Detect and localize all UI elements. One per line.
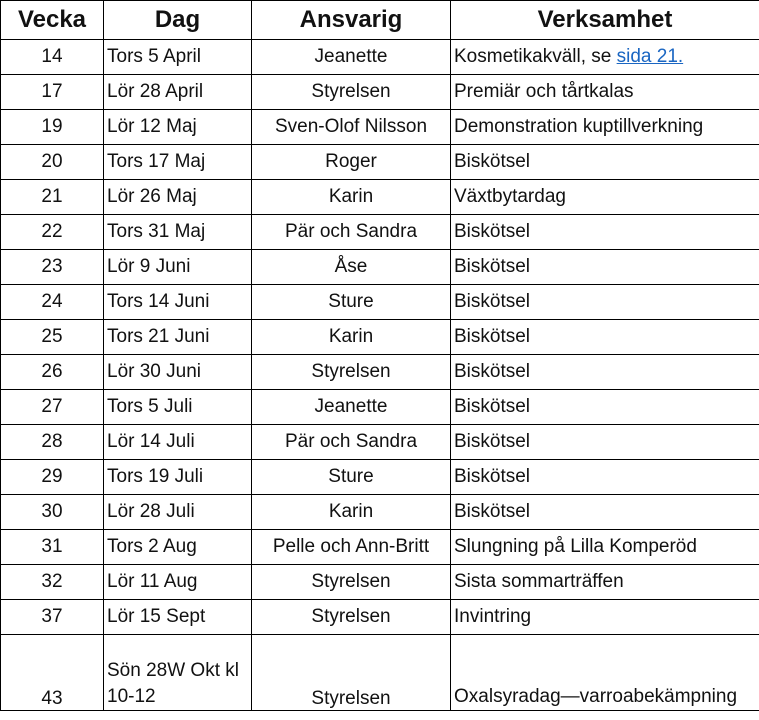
week-cell: 37 xyxy=(1,600,104,635)
responsible-cell: Styrelsen xyxy=(252,355,451,390)
week-cell: 30 xyxy=(1,495,104,530)
responsible-cell: Pär och Sandra xyxy=(252,425,451,460)
week-cell: 22 xyxy=(1,215,104,250)
table-row xyxy=(1,565,759,600)
day-cell: Lör 28 Juli xyxy=(104,495,252,530)
day-cell: Lör 30 Juni xyxy=(104,355,252,390)
week-cell: 29 xyxy=(1,460,104,495)
activity-cell xyxy=(451,40,759,75)
responsible-cell: Styrelsen xyxy=(252,565,451,600)
table-row xyxy=(1,145,759,180)
day-cell: Tors 17 Maj xyxy=(104,145,252,180)
responsible-cell: Sture xyxy=(252,285,451,320)
page-link[interactable]: sida 21. xyxy=(616,46,684,67)
responsible-cell: Jeanette xyxy=(252,40,451,75)
table-row xyxy=(1,600,759,635)
responsible-cell: Jeanette xyxy=(252,390,451,425)
responsible-cell: Sven-Olof Nilsson xyxy=(252,110,451,145)
week-cell: 21 xyxy=(1,180,104,215)
activity-cell: Invintring xyxy=(451,600,759,635)
responsible-cell: Styrelsen xyxy=(252,635,451,711)
responsible-cell: Karin xyxy=(252,320,451,355)
activity-cell: Växtbytardag xyxy=(451,180,759,215)
activity-cell: Biskötsel xyxy=(451,215,759,250)
week-cell: 32 xyxy=(1,565,104,600)
day-cell: Lör 28 April xyxy=(104,75,252,110)
activity-cell: Biskötsel xyxy=(451,285,759,320)
activity-cell: Premiär och tårtkalas xyxy=(451,75,759,110)
week-cell: 14 xyxy=(1,40,104,75)
week-cell: 28 xyxy=(1,425,104,460)
week-cell: 19 xyxy=(1,110,104,145)
day-cell: Tors 5 April xyxy=(104,40,252,75)
activity-cell: Biskötsel xyxy=(451,355,759,390)
table-row xyxy=(1,250,759,285)
responsible-cell: Styrelsen xyxy=(252,75,451,110)
table-row xyxy=(1,110,759,145)
day-cell: Lör 15 Sept xyxy=(104,600,252,635)
day-cell: Sön 28W Okt kl 10-12 xyxy=(104,635,252,711)
week-cell: 23 xyxy=(1,250,104,285)
day-cell: Lör 26 Maj xyxy=(104,180,252,215)
week-cell: 20 xyxy=(1,145,104,180)
responsible-cell: Pelle och Ann-Britt xyxy=(252,530,451,565)
activity-cell: Biskötsel xyxy=(451,390,759,425)
responsible-cell: Åse xyxy=(252,250,451,285)
day-cell: Tors 31 Maj xyxy=(104,215,252,250)
day-cell: Tors 5 Juli xyxy=(104,390,252,425)
day-cell: Lör 11 Aug xyxy=(104,565,252,600)
activity-cell: Biskötsel xyxy=(451,145,759,180)
day-cell: Tors 2 Aug xyxy=(104,530,252,565)
table-row xyxy=(1,425,759,460)
activity-cell: Sista sommarträffen xyxy=(451,565,759,600)
table-row xyxy=(1,355,759,390)
activity-cell: Biskötsel xyxy=(451,425,759,460)
table-row xyxy=(1,635,759,711)
week-cell: 27 xyxy=(1,390,104,425)
table-row xyxy=(1,40,759,75)
day-cell: Lör 9 Juni xyxy=(104,250,252,285)
table-row xyxy=(1,75,759,110)
header-dag: Dag xyxy=(104,1,252,40)
table-row xyxy=(1,460,759,495)
day-cell: Tors 14 Juni xyxy=(104,285,252,320)
responsible-cell: Karin xyxy=(252,495,451,530)
header-ansvarig: Ansvarig xyxy=(252,1,451,40)
activity-cell: Biskötsel xyxy=(451,495,759,530)
activity-cell: Slungning på Lilla Komperöd xyxy=(451,530,759,565)
week-cell: 17 xyxy=(1,75,104,110)
day-cell: Tors 21 Juni xyxy=(104,320,252,355)
day-cell: Tors 19 Juli xyxy=(104,460,252,495)
table-row xyxy=(1,180,759,215)
responsible-cell: Sture xyxy=(252,460,451,495)
week-cell: 25 xyxy=(1,320,104,355)
table-row xyxy=(1,495,759,530)
table-row xyxy=(1,530,759,565)
week-cell: 24 xyxy=(1,285,104,320)
responsible-cell: Karin xyxy=(252,180,451,215)
activity-text: Kosmetikakväll, se xyxy=(454,46,617,67)
responsible-cell: Styrelsen xyxy=(252,600,451,635)
header-verksamhet: Verksamhet xyxy=(451,1,759,40)
activity-cell: Oxalsyradag—varroabekämpning xyxy=(451,635,759,711)
responsible-cell: Roger xyxy=(252,145,451,180)
responsible-cell: Pär och Sandra xyxy=(252,215,451,250)
table-row xyxy=(1,215,759,250)
week-cell: 31 xyxy=(1,530,104,565)
table-row xyxy=(1,320,759,355)
table-row xyxy=(1,390,759,425)
activity-cell: Biskötsel xyxy=(451,320,759,355)
day-cell: Lör 12 Maj xyxy=(104,110,252,145)
week-cell: 43 xyxy=(1,635,104,711)
week-cell: 26 xyxy=(1,355,104,390)
day-cell: Lör 14 Juli xyxy=(104,425,252,460)
activity-cell: Demonstration kuptillverkning xyxy=(451,110,759,145)
table-row xyxy=(1,285,759,320)
activity-cell: Biskötsel xyxy=(451,460,759,495)
activity-cell: Biskötsel xyxy=(451,250,759,285)
header-vecka: Vecka xyxy=(1,1,104,40)
header-row xyxy=(1,1,759,40)
